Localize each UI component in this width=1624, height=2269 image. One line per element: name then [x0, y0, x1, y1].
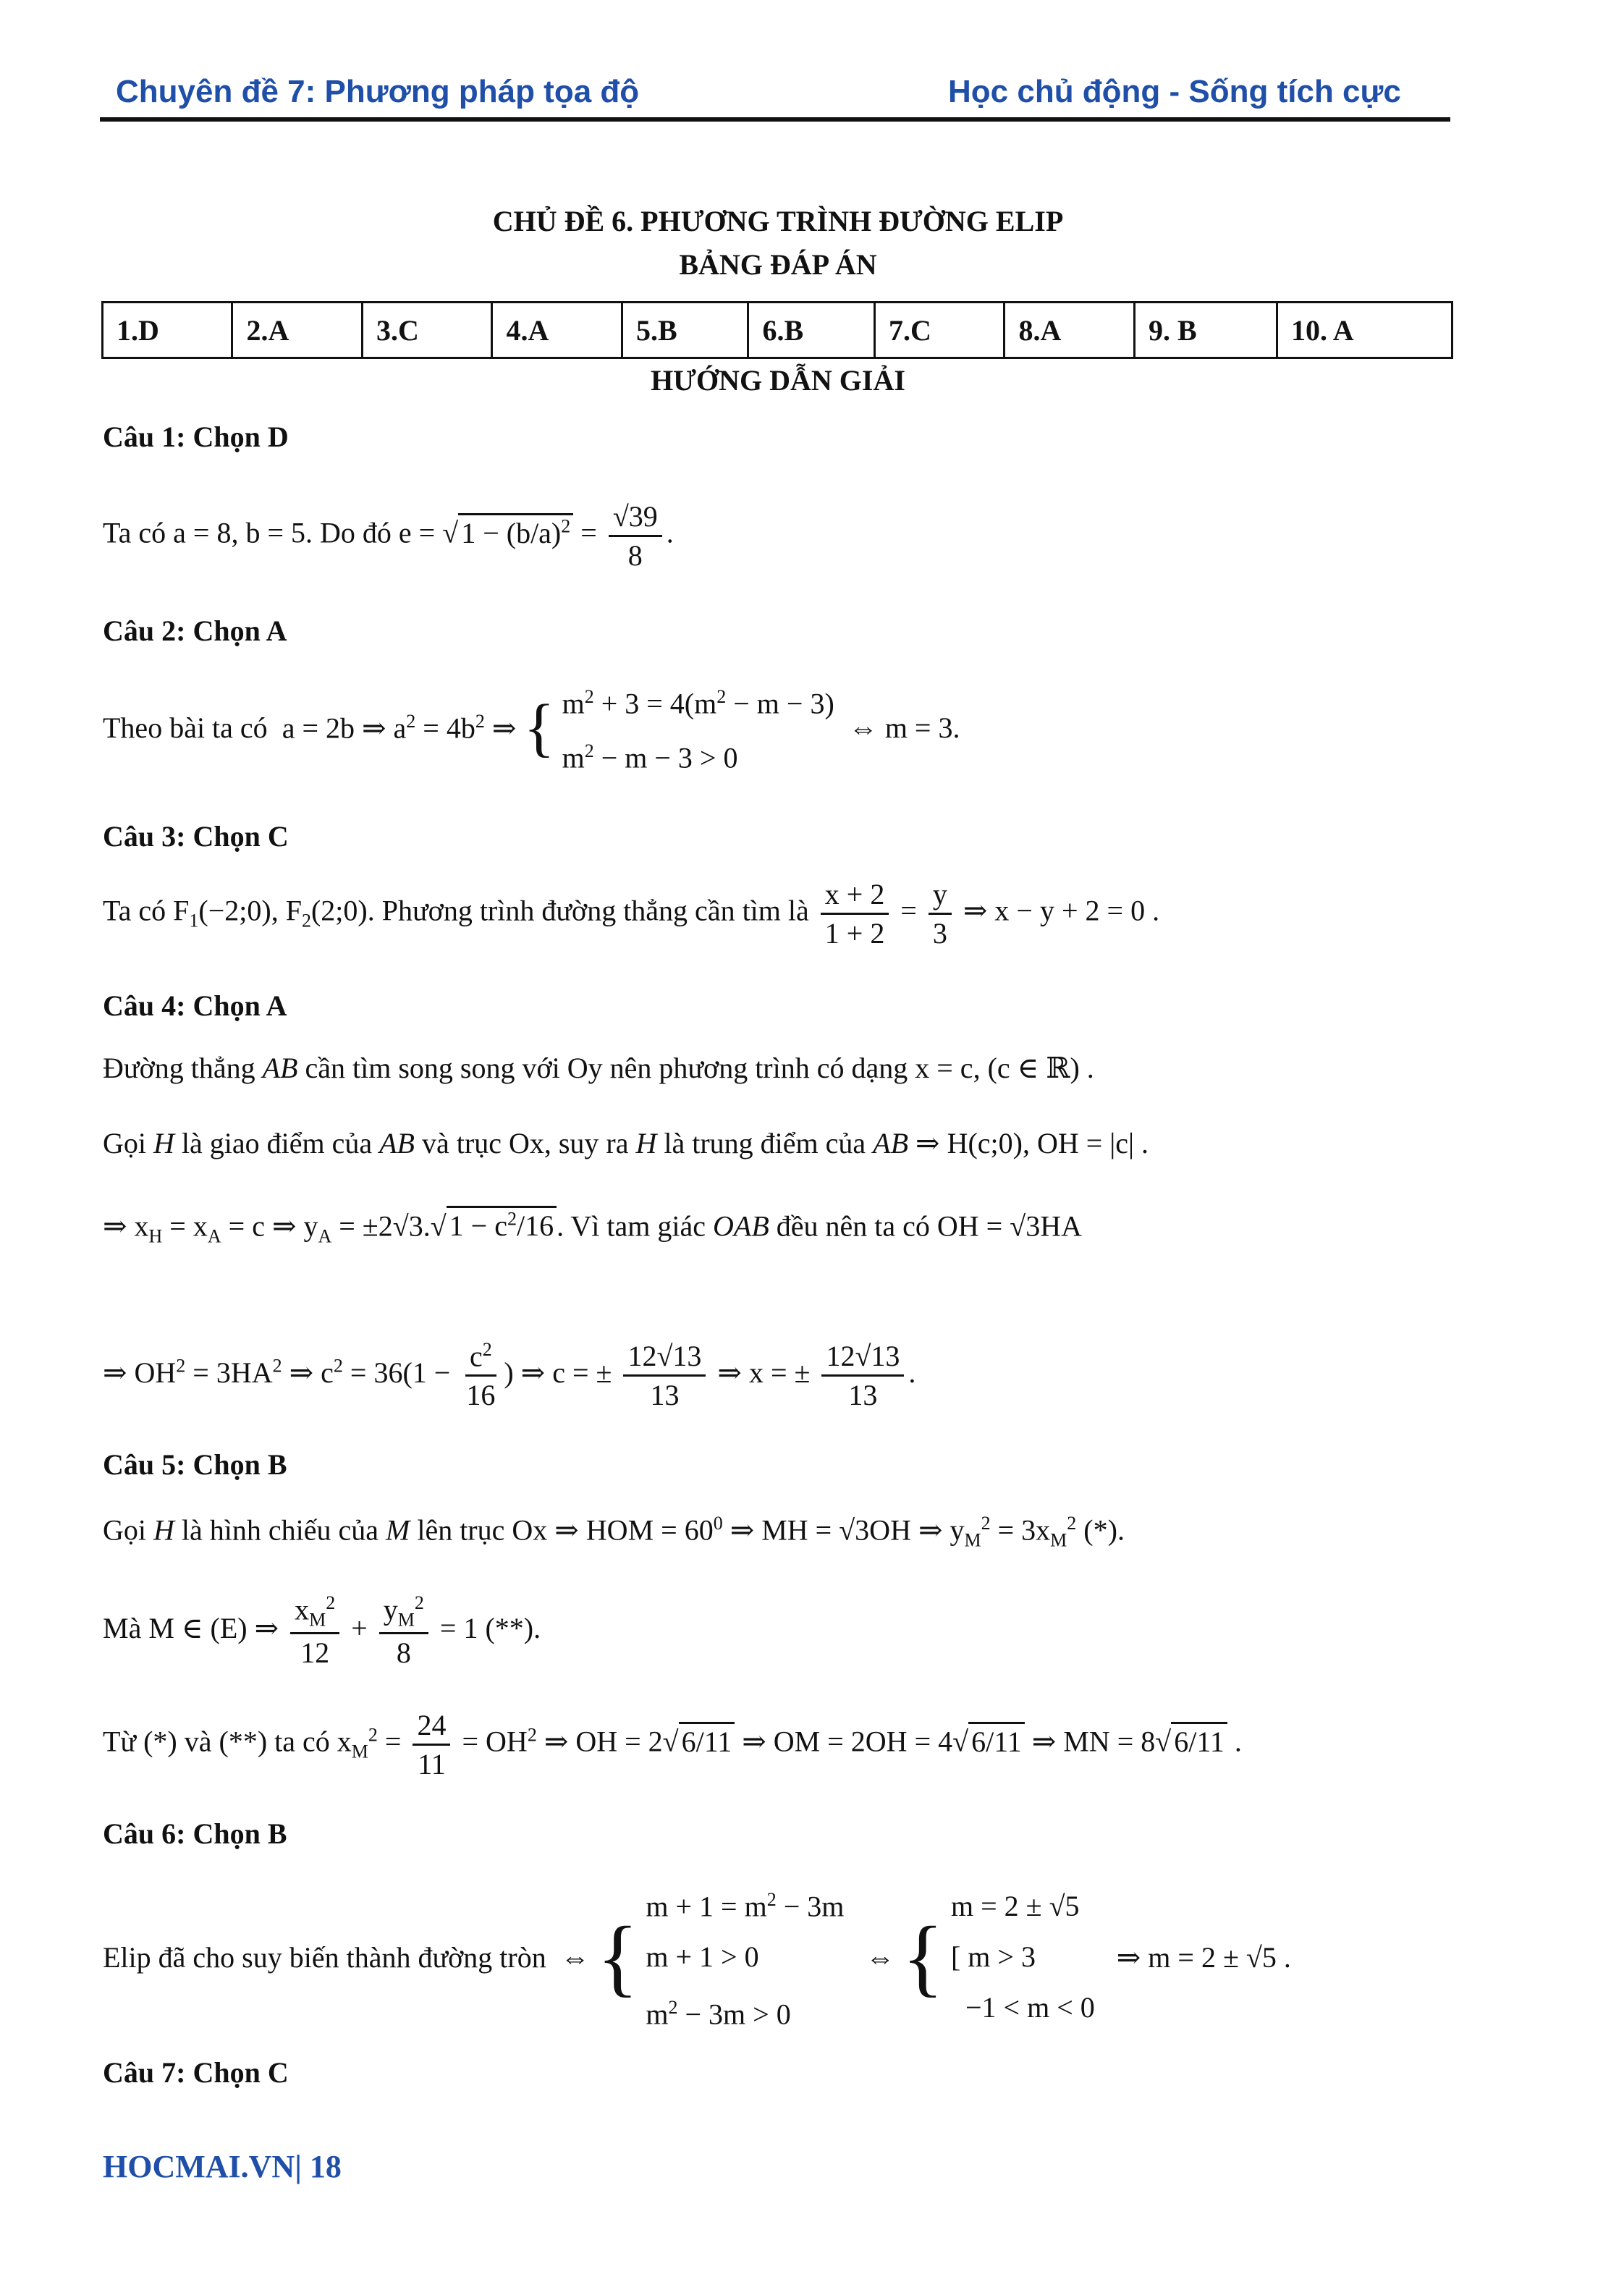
q5-text: là hình chiếu của — [181, 1513, 378, 1547]
question-7-heading: Câu 7: Chọn C — [103, 2056, 289, 2089]
q1-mid: Do đó — [320, 516, 392, 549]
answer-cell: 1.D — [103, 303, 232, 358]
q5-text: Mà — [103, 1611, 142, 1644]
q3-mid: . Phương trình đường thẳng cần tìm là — [367, 894, 809, 927]
footer-page-number: HOCMAI.VN| 18 — [103, 2149, 342, 2184]
q4-text: là trung điểm của — [664, 1127, 866, 1159]
q2-intro: Theo bài ta có — [103, 711, 268, 744]
question-3-heading: Câu 3: Chọn C — [103, 820, 289, 853]
answer-cell: 2.A — [232, 303, 362, 358]
q1-intro: Ta có — [103, 516, 166, 549]
page-subtitle: BẢNG ĐÁP ÁN — [679, 248, 877, 281]
answer-cell: 4.A — [492, 303, 622, 358]
question-5-heading: Câu 5: Chọn B — [103, 1448, 287, 1481]
question-1-heading: Câu 1: Chọn D — [103, 421, 289, 453]
q4-text: là giao điểm của — [181, 1127, 373, 1159]
answer-cell: 9. B — [1134, 303, 1277, 358]
question-2-line: Theo bài ta có a = 2b ⇒ $a^2 = 4b^2$ ⇒ { $m^2 + 3 = 4(m^2 - m - 3)$ $m^2 - m - 3 > 0$ ⇔ m = 3. — [103, 686, 960, 774]
q4-text: Đường thẳng — [103, 1052, 255, 1084]
answer-cell: 5.B — [622, 303, 748, 358]
question-4-line-3: ⇒ $x_H = x_A = c$ ⇒ $y_A = \pm 2√3.√$ $1 - c^2/16$ . Vì tam giác OAB đều nên ta có OH = √3HA — [103, 1209, 1082, 1247]
q5-text: Từ (*) và (**) ta có — [103, 1725, 330, 1758]
q4-text: nên phương trình có dạng — [609, 1052, 908, 1084]
question-4-line-2: Gọi H là giao điểm của AB và trục Ox, suy ra H là trung điểm của AB ⇒ H(c;0), OH = |c| . — [103, 1127, 1149, 1159]
question-2-heading: Câu 2: Chọn A — [103, 614, 287, 647]
q5-text: lên trục — [417, 1513, 505, 1547]
question-4-heading: Câu 4: Chọn A — [103, 989, 287, 1022]
q4-text: . Vì tam giác — [557, 1209, 706, 1243]
answer-cell: 3.C — [362, 303, 491, 358]
header-right: Học chủ động - Sống tích cực — [948, 74, 1401, 109]
guide-title: HƯỚNG DẪN GIẢI — [651, 364, 905, 397]
answer-cell: 10. A — [1277, 303, 1452, 358]
table-row — [103, 303, 1452, 358]
header-left: Chuyên đề 7: Phương pháp tọa độ — [116, 74, 640, 109]
question-4-line-4: ⇒ $OH^2 = 3HA^2$ ⇒ $c^2 = 36(1$ − $\frac{c^2}{16}$ ) ⇒ c = ± $\frac{12√13}{13}$ ⇒ x = ± $\frac{12√13}{13}$ . — [103, 1339, 916, 1412]
answer-cell: 6.B — [748, 303, 875, 358]
q6-intro: Elip đã cho suy biến thành đường tròn — [103, 1940, 546, 1974]
page-title: CHỦ ĐỀ 6. PHƯƠNG TRÌNH ĐƯỜNG ELIP — [492, 205, 1064, 237]
q4-text: và trục — [422, 1127, 502, 1159]
q1-fraction: $\frac{√39}{8}$ — [609, 499, 662, 572]
q3-intro: Ta có — [103, 894, 166, 927]
question-3-line: Ta có $F_1(-2;0)$, $F_2(2;0)$. Phương trình đường thẳng cần tìm là $\frac{x + 2}{1 + 2}$ = $\frac{y}{3}$ ⇒ x − y + 2 = 0 . — [103, 878, 1160, 950]
answer-cell: 8.A — [1005, 303, 1134, 358]
question-6-line: Elip đã cho suy biến thành đường tròn ⇔ { $m + 1 = m^2 - 3m$ m + 1 > 0 $m^2 - 3m > 0$ ⇔ { m = 2 ± √5 [ m > 3 −1 < m < 0 ⇒ m = 2 ± √5 . — [103, 1889, 1291, 2031]
question-5-line-2: Mà M ∈ (E) ⇒ $\frac{x_M^2}{12}$ + $\frac{y_M^2}{8}$ = 1 (**). — [103, 1592, 541, 1670]
q4-text: Gọi — [103, 1127, 146, 1159]
question-5-line-1: Gọi H là hình chiếu của M lên trục Ox ⇒ HOM = $60^0$ ⇒ MH = √3OH ⇒ $y_M^2 = 3x_M^2$ (*). — [103, 1513, 1125, 1551]
answer-table — [101, 301, 1453, 359]
q4-text: , suy ra — [544, 1127, 629, 1159]
q1-values: a = 8, b = 5. — [173, 516, 313, 549]
q4-text: cần tìm song song với — [305, 1052, 560, 1084]
question-1-line: Ta có a = 8, b = 5. Do đó e = √ $1 - (b/a)^2$ = $\frac{√39}{8}$ . — [103, 500, 674, 572]
question-6-heading: Câu 6: Chọn B — [103, 1817, 287, 1850]
header-rule — [100, 117, 1450, 122]
question-4-line-1: Đường thẳng AB cần tìm song song với Oy nên phương trình có dạng x = c, (c ∈ ℝ) . — [103, 1052, 1094, 1084]
answer-cell: 7.C — [875, 303, 1005, 358]
question-5-line-3: Từ (*) và (**) ta có $x_M^2$ = $\frac{24}{11}$ = $OH^2$ ⇒ OH = 2√ 6/11 ⇒ OM = 2OH = 4√ 6/11 ⇒ MN = 8√ 6/11 . — [103, 1709, 1242, 1780]
q4-text: đều nên ta có — [776, 1209, 930, 1243]
q5-text: Gọi — [103, 1513, 146, 1547]
